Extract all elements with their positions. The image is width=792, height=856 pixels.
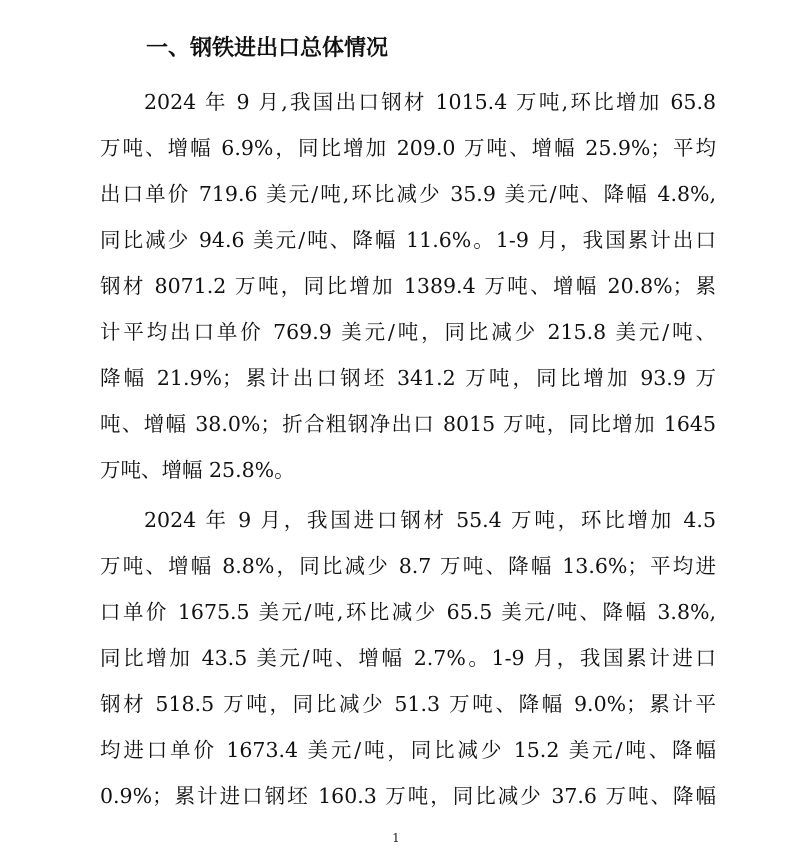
paragraph-line: 万吨、增幅 25.8%。 (100, 458, 295, 482)
paragraph-line: 均进口单价 1673.4 美元/吨，同比减少 15.2 美元/吨、降幅 (100, 738, 716, 762)
page-number: 1 (392, 831, 400, 845)
paragraph-line: 口单价 1675.5 美元/吨,环比减少 65.5 美元/吨、降幅 3.8%, (100, 600, 716, 624)
paragraph-line: 同比减少 94.6 美元/吨、降幅 11.6%。1-9 月，我国累计出口 (100, 228, 716, 252)
section-heading: 一、钢铁进出口总体情况 (146, 36, 389, 61)
paragraph-steel-exports (100, 79, 716, 493)
paragraph-line: 钢材 518.5 万吨，同比减少 51.3 万吨、降幅 9.0%；累计平 (100, 692, 716, 716)
paragraph-line: 同比增加 43.5 美元/吨、增幅 2.7%。1-9 月，我国累计进口 (100, 646, 716, 670)
paragraph-line: 0.9%；累计进口钢坯 160.3 万吨，同比减少 37.6 万吨、降幅 (100, 784, 716, 808)
paragraph-line: 出口单价 719.6 美元/吨,环比减少 35.9 美元/吨、降幅 4.8%, (100, 182, 716, 206)
paragraph-line: 计平均出口单价 769.9 美元/吨，同比减少 215.8 美元/吨、 (100, 320, 716, 344)
paragraph-line: 钢材 8071.2 万吨，同比增加 1389.4 万吨、增幅 20.8%；累 (100, 274, 716, 298)
paragraph-line: 降幅 21.9%；累计出口钢坯 341.2 万吨，同比增加 93.9 万 (100, 366, 716, 390)
paragraph-line: 万吨、增幅 8.8%，同比减少 8.7 万吨、降幅 13.6%；平均进 (100, 554, 716, 578)
paragraph-line: 吨、增幅 38.0%；折合粗钢净出口 8015 万吨，同比增加 1645 (100, 412, 716, 436)
paragraph-steel-imports (100, 497, 716, 819)
paragraph-line: 2024 年 9 月,我国出口钢材 1015.4 万吨,环比增加 65.8 (144, 90, 716, 114)
paragraph-line: 2024 年 9 月，我国进口钢材 55.4 万吨，环比增加 4.5 (144, 508, 716, 532)
paragraph-line: 万吨、增幅 6.9%，同比增加 209.0 万吨、增幅 25.9%；平均 (100, 136, 716, 160)
